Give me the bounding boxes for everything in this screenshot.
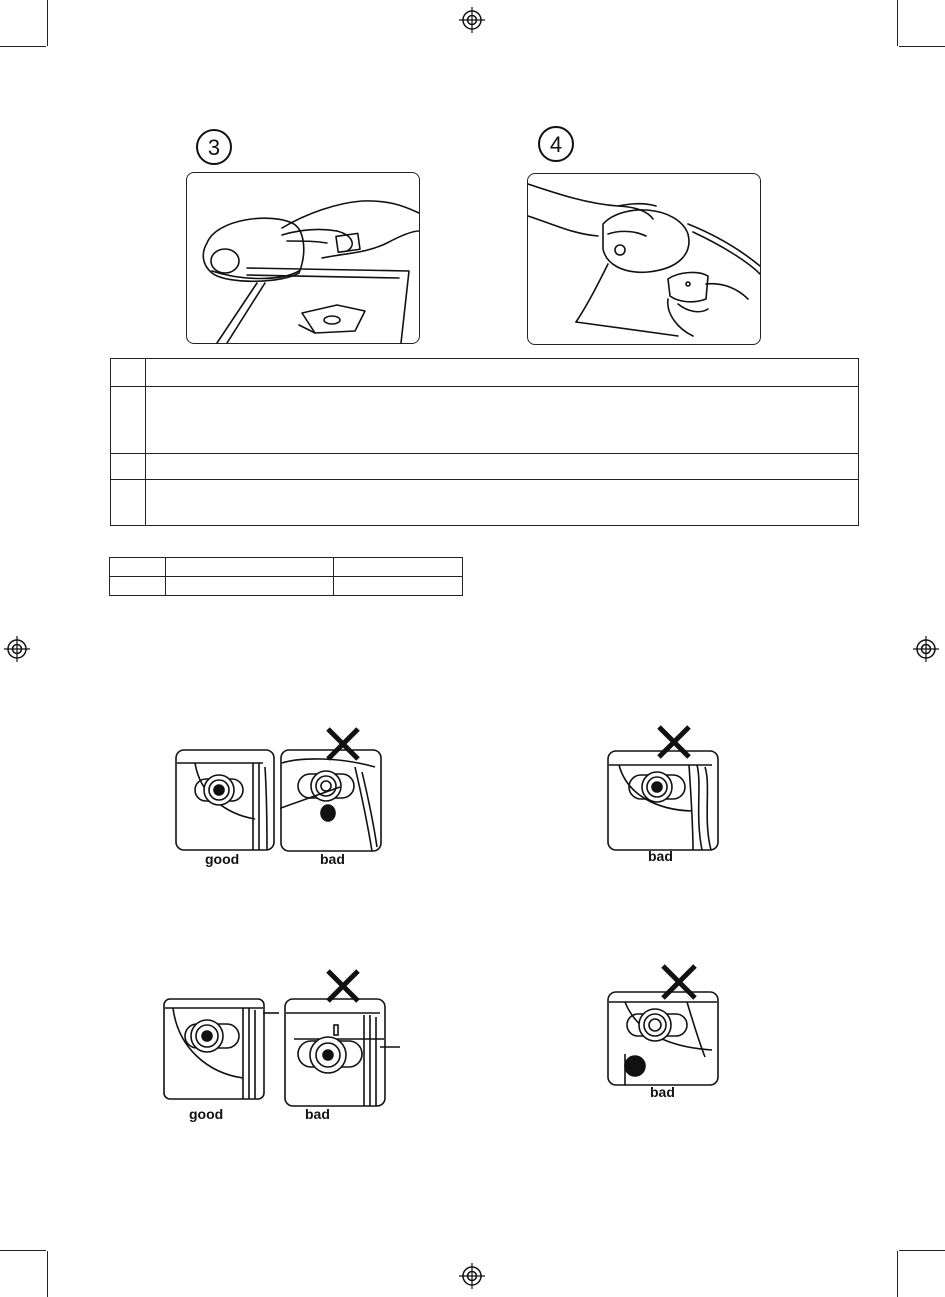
- table-cell: [166, 558, 334, 577]
- table-row: [111, 387, 859, 454]
- bad-placement-illustration: [607, 725, 719, 851]
- crop-mark: [897, 0, 898, 46]
- crop-mark: [899, 1250, 945, 1251]
- spec-table: [109, 557, 463, 596]
- bad-label: bad: [305, 1106, 330, 1122]
- good-label: good: [205, 851, 240, 867]
- table-cell-text: [146, 480, 859, 526]
- table-cell: [110, 558, 166, 577]
- step-4-number: 4: [549, 132, 563, 157]
- good-placement-illustration: [175, 749, 275, 851]
- crop-mark: [897, 1251, 898, 1297]
- table-cell-text: [146, 454, 859, 480]
- step-number-3: [195, 128, 233, 166]
- table-cell: [110, 577, 166, 596]
- step-3-illustration: [186, 172, 420, 344]
- sealer-on-bag-illustration: [187, 173, 419, 343]
- good-label: good: [189, 1106, 224, 1122]
- registration-mark-icon: [459, 1263, 485, 1289]
- table-cell-text: [146, 359, 859, 387]
- crop-mark: [0, 1250, 46, 1251]
- crop-mark: [899, 46, 945, 47]
- instructions-table: [110, 358, 859, 526]
- bad-placement-illustration: [284, 967, 402, 1107]
- registration-mark-icon: [913, 636, 939, 662]
- sealer-pressing-illustration: [528, 174, 760, 344]
- table-cell-num: [111, 359, 146, 387]
- registration-mark-icon: [459, 7, 485, 33]
- table-cell: [166, 577, 334, 596]
- table-cell-num: [111, 387, 146, 454]
- crop-mark: [47, 0, 48, 46]
- table-row: [111, 359, 859, 387]
- table-cell-num: [111, 480, 146, 526]
- table-cell-num: [111, 454, 146, 480]
- table-row: [111, 480, 859, 526]
- bad-label: bad: [648, 848, 673, 864]
- table-row: [110, 577, 463, 596]
- table-cell-text: [146, 387, 859, 454]
- table-row: [111, 454, 859, 480]
- table-cell: [334, 558, 463, 577]
- bad-placement-illustration: [607, 962, 719, 1086]
- table-row: [110, 558, 463, 577]
- registration-mark-icon: [4, 636, 30, 662]
- step-4-illustration: [527, 173, 761, 345]
- crop-mark: [0, 46, 46, 47]
- good-placement-illustration: [163, 998, 281, 1100]
- bad-placement-illustration: [280, 727, 384, 852]
- bad-label: bad: [650, 1084, 675, 1100]
- bad-label: bad: [320, 851, 345, 867]
- step-number-4: [537, 125, 575, 163]
- crop-mark: [47, 1251, 48, 1297]
- step-3-number: 3: [207, 135, 221, 160]
- table-cell: [334, 577, 463, 596]
